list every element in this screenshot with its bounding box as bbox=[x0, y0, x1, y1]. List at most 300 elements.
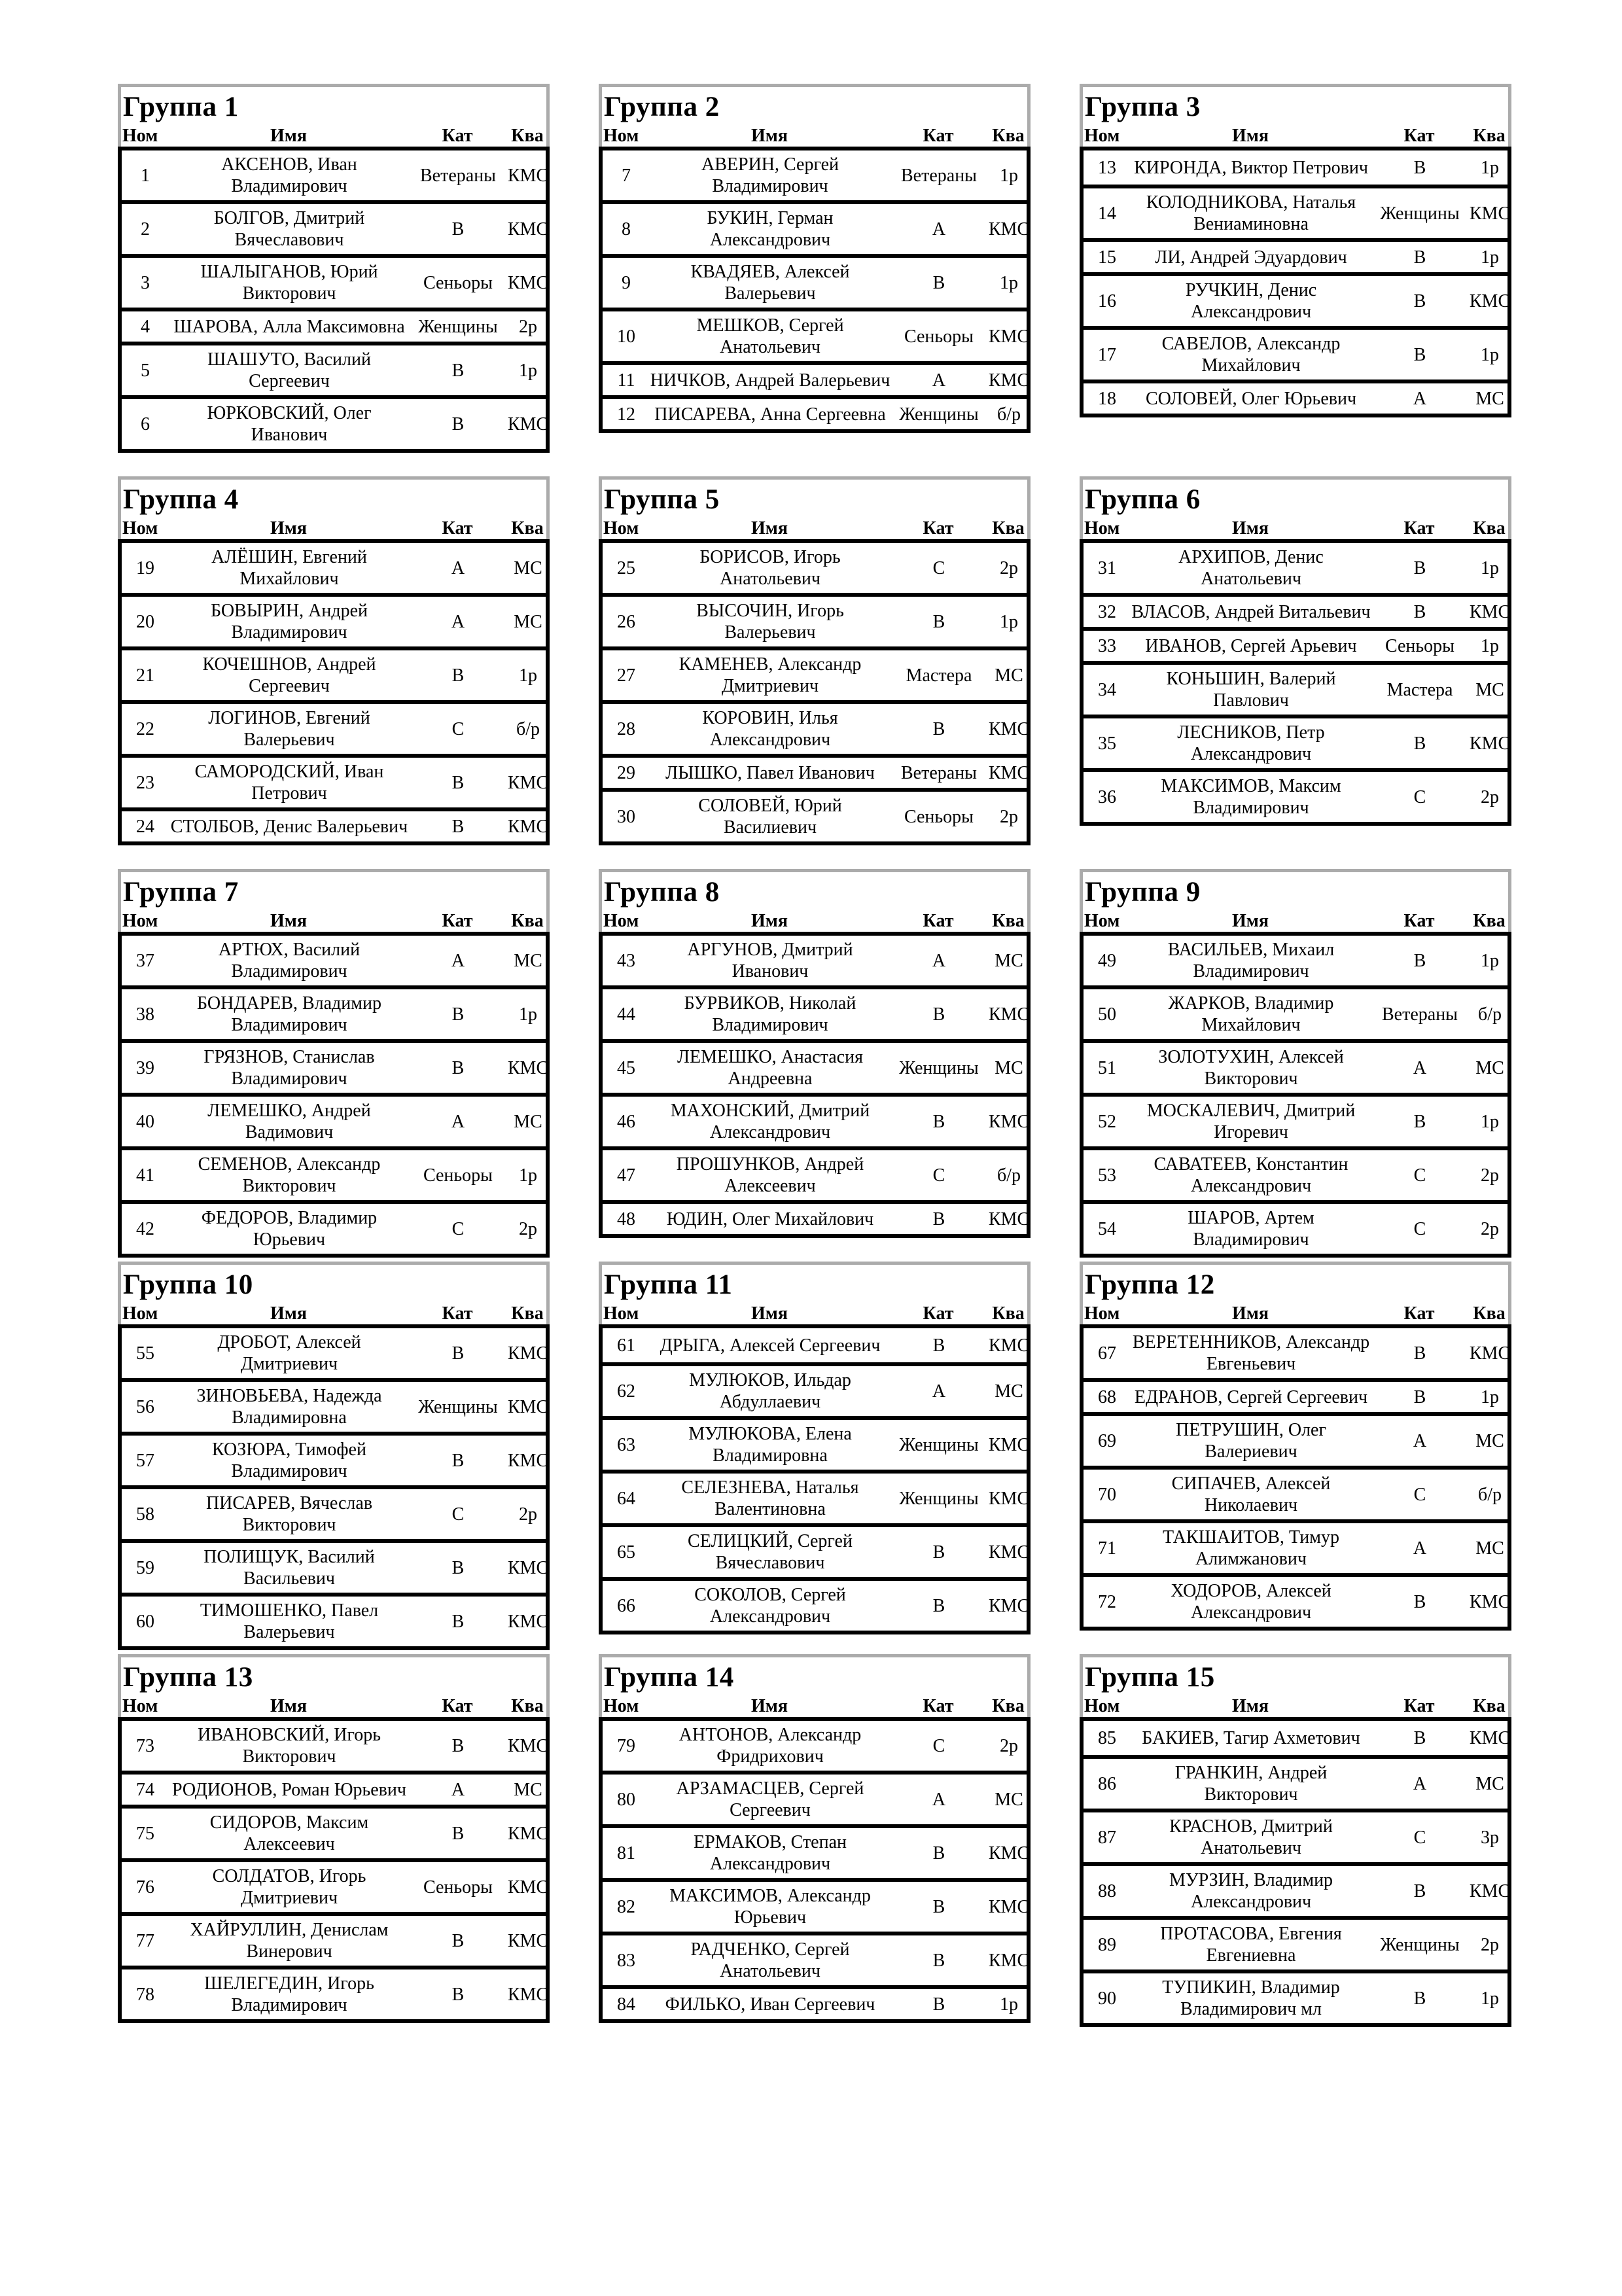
column-header-row bbox=[121, 1695, 546, 1717]
cell-num: 61 bbox=[617, 1335, 635, 1356]
group-table bbox=[118, 869, 550, 1258]
cell-num: 51 bbox=[1098, 1057, 1116, 1078]
cell-qual: КМС bbox=[988, 1434, 1030, 1455]
cell-qual: КМС bbox=[507, 1735, 549, 1756]
group-title: Группа 2 bbox=[604, 92, 720, 122]
cell-cat: Ветераны bbox=[420, 165, 496, 186]
cell-num: 23 bbox=[136, 772, 154, 793]
cell-qual: 1р bbox=[1481, 247, 1499, 268]
cell-num: 72 bbox=[1098, 1591, 1116, 1612]
group-body bbox=[599, 147, 1031, 433]
group-title: Группа 5 bbox=[604, 484, 720, 515]
column-header-cat: Кат bbox=[1403, 1303, 1435, 1324]
cell-qual: КМС bbox=[988, 762, 1030, 783]
column-header-row bbox=[1083, 125, 1508, 147]
column-header-num: Ном bbox=[1084, 518, 1120, 539]
cell-name: ПИСАРЕВА, Анна Сергеевна bbox=[654, 404, 886, 425]
cell-num: 84 bbox=[617, 1994, 635, 2015]
column-header-name: Имя bbox=[751, 911, 788, 931]
cell-num: 85 bbox=[1098, 1727, 1116, 1748]
column-header-row bbox=[121, 1303, 546, 1324]
column-header-name: Имя bbox=[751, 126, 788, 146]
cell-num: 77 bbox=[136, 1930, 154, 1951]
table-row bbox=[1084, 272, 1511, 326]
table-row bbox=[603, 1985, 1027, 2019]
cell-qual: 1р bbox=[1000, 611, 1018, 632]
table-row bbox=[1084, 380, 1507, 414]
cell-name: КВАДЯЕВ, Алексей Валерьевич bbox=[690, 262, 850, 304]
cell-cat: Женщины bbox=[899, 1434, 979, 1455]
cell-cat: В bbox=[1413, 601, 1426, 622]
group-body bbox=[1080, 1324, 1511, 1631]
table-row bbox=[122, 1539, 549, 1593]
cell-name: АНТОНОВ, Александр Фридрихович bbox=[679, 1725, 862, 1767]
cell-name: ПИСАРЕВ, Вячеслав Викторович bbox=[205, 1493, 373, 1535]
cell-num: 24 bbox=[136, 816, 154, 837]
cell-qual: КМС bbox=[988, 370, 1030, 391]
cell-cat: Женщины bbox=[1380, 1934, 1460, 1955]
cell-cat: Женщины bbox=[1380, 203, 1460, 224]
cell-qual: МС bbox=[995, 1789, 1023, 1810]
cell-num: 82 bbox=[617, 1896, 635, 1917]
table-row bbox=[1084, 1093, 1507, 1146]
column-header-name: Имя bbox=[1232, 126, 1269, 146]
cell-num: 64 bbox=[617, 1488, 635, 1509]
cell-qual: КМС bbox=[507, 1984, 549, 2005]
cell-name: БАКИЕВ, Тагир Ахметович bbox=[1142, 1727, 1360, 1748]
cell-name: ГРЯЗНОВ, Станислав Владимирович bbox=[203, 1047, 375, 1089]
column-header-num: Ном bbox=[1084, 126, 1120, 146]
cell-num: 74 bbox=[136, 1779, 154, 1800]
cell-cat: С bbox=[932, 1165, 945, 1186]
column-header-num: Ном bbox=[603, 518, 639, 539]
cell-name: ЕДРАНОВ, Сергей Сергеевич bbox=[1134, 1386, 1368, 1407]
cell-qual: 2р bbox=[519, 1504, 537, 1525]
cell-name: МАХОНСКИЙ, Дмитрий Александрович bbox=[670, 1101, 870, 1142]
cell-cat: В bbox=[932, 1335, 945, 1356]
cell-cat: В bbox=[1413, 1591, 1426, 1612]
column-header-row bbox=[1083, 518, 1508, 539]
group-body bbox=[118, 1717, 550, 2023]
cell-cat: В bbox=[1413, 344, 1426, 365]
group-table bbox=[118, 1262, 550, 1650]
cell-qual: КМС bbox=[507, 1396, 549, 1417]
cell-num: 14 bbox=[1098, 203, 1116, 224]
cell-name: КАМЕНЕВ, Александр Дмитриевич bbox=[679, 654, 862, 696]
cell-name: БУКИН, Герман Александрович bbox=[707, 208, 834, 250]
group-body bbox=[1080, 1717, 1511, 2027]
cell-name: НИЧКОВ, Андрей Валерьевич bbox=[650, 370, 890, 391]
group-table bbox=[1080, 476, 1511, 826]
cell-name: ЮРКОВСКИЙ, Олег Иванович bbox=[207, 403, 372, 445]
cell-name: ЛЕМЕШКО, Андрей Вадимович bbox=[207, 1101, 371, 1142]
cell-qual: 2р bbox=[519, 316, 537, 337]
cell-name: ТУПИКИН, Владимир Владимирович мл bbox=[1162, 1977, 1340, 2019]
cell-cat: В bbox=[451, 772, 465, 793]
cell-name: КОЧЕШНОВ, Андрей Сергеевич bbox=[202, 654, 376, 696]
table-row bbox=[603, 1771, 1027, 1824]
cell-num: 73 bbox=[136, 1735, 154, 1756]
cell-cat: Сеньоры bbox=[1384, 635, 1455, 656]
column-header-name: Имя bbox=[751, 1696, 788, 1716]
cell-cat: А bbox=[1413, 1057, 1427, 1078]
table-row bbox=[1084, 1039, 1507, 1093]
table-row bbox=[603, 593, 1027, 646]
column-header-qual: Ква bbox=[511, 126, 544, 146]
cell-num: 1 bbox=[141, 165, 150, 186]
cell-num: 78 bbox=[136, 1984, 154, 2005]
column-header-row bbox=[121, 125, 546, 147]
cell-qual: КМС bbox=[507, 772, 549, 793]
cell-qual: МС bbox=[995, 1381, 1023, 1402]
cell-cat: Сеньоры bbox=[423, 1165, 493, 1186]
cell-cat: В bbox=[1413, 557, 1426, 578]
cell-name: САМОРОДСКИЙ, Иван Петрович bbox=[194, 762, 384, 804]
cell-num: 36 bbox=[1098, 786, 1116, 807]
cell-qual: МС bbox=[995, 1057, 1023, 1078]
cell-cat: В bbox=[932, 272, 945, 293]
cell-cat: Сеньоры bbox=[904, 806, 974, 827]
column-header-row bbox=[121, 910, 546, 932]
cell-cat: А bbox=[1413, 1773, 1427, 1794]
table-row bbox=[1084, 1916, 1507, 1969]
cell-cat: В bbox=[932, 1950, 945, 1971]
cell-cat: В bbox=[451, 1930, 465, 1951]
cell-cat: В bbox=[451, 219, 465, 239]
cell-qual: КМС bbox=[988, 1335, 1030, 1356]
table-row bbox=[603, 395, 1027, 429]
cell-qual: КМС bbox=[1469, 1881, 1511, 1901]
table-row bbox=[603, 1328, 1030, 1362]
cell-name: ХАЙРУЛЛИН, Денислам Винерович bbox=[190, 1920, 389, 1962]
cell-cat: А bbox=[932, 1789, 946, 1810]
cell-num: 40 bbox=[136, 1111, 154, 1132]
column-header-cat: Кат bbox=[923, 126, 954, 146]
column-header-cat: Кат bbox=[1403, 911, 1435, 931]
cell-qual: 1р bbox=[1481, 635, 1499, 656]
cell-num: 21 bbox=[136, 665, 154, 686]
cell-num: 18 bbox=[1098, 388, 1116, 409]
cell-name: ШЕЛЕГЕДИН, Игорь Владимирович bbox=[204, 1973, 374, 2015]
cell-cat: В bbox=[932, 1843, 945, 1863]
cell-cat: Сеньоры bbox=[904, 326, 974, 347]
cell-num: 7 bbox=[622, 165, 631, 186]
cell-qual: МС bbox=[1475, 1773, 1504, 1794]
group-table bbox=[118, 1654, 550, 2023]
cell-name: КИРОНДА, Виктор Петрович bbox=[1134, 157, 1368, 178]
column-header-cat: Кат bbox=[923, 518, 954, 539]
group-table bbox=[1080, 84, 1511, 417]
cell-qual: КМС bbox=[988, 1595, 1030, 1616]
cell-name: ПРОТАСОВА, Евгения Евгениевна bbox=[1160, 1924, 1342, 1966]
cell-qual: 1р bbox=[1481, 344, 1499, 365]
cell-name: ФЕДОРОВ, Владимир Юрьевич bbox=[201, 1208, 378, 1250]
cell-name: СИПАЧЕВ, Алексей Николаевич bbox=[1171, 1474, 1331, 1515]
group-title: Группа 7 bbox=[123, 877, 239, 908]
cell-num: 42 bbox=[136, 1218, 154, 1239]
column-header-qual: Ква bbox=[1473, 126, 1506, 146]
cell-name: ШАЛЫГАНОВ, Юрий Викторович bbox=[200, 262, 378, 304]
groups-grid bbox=[118, 84, 1511, 2047]
cell-num: 20 bbox=[136, 611, 154, 632]
cell-name: ПЕТРУШИН, Олег Валериевич bbox=[1176, 1420, 1326, 1462]
cell-name: САВАТЕЕВ, Константин Александрович bbox=[1154, 1154, 1349, 1196]
cell-num: 63 bbox=[617, 1434, 635, 1455]
cell-num: 10 bbox=[617, 326, 635, 347]
cell-cat: Ветераны bbox=[901, 165, 977, 186]
cell-num: 89 bbox=[1098, 1934, 1116, 1955]
group-body bbox=[599, 539, 1031, 845]
cell-cat: А bbox=[451, 950, 465, 971]
cell-num: 3 bbox=[141, 272, 150, 293]
cell-num: 15 bbox=[1098, 247, 1116, 268]
cell-qual: КМС bbox=[507, 165, 549, 186]
cell-cat: В bbox=[932, 1542, 945, 1563]
cell-qual: КМС bbox=[988, 1488, 1030, 1509]
cell-name: ВЫСОЧИН, Игорь Валерьевич bbox=[696, 601, 844, 643]
cell-name: РОДИОНОВ, Роман Юрьевич bbox=[172, 1779, 406, 1800]
cell-qual: 1р bbox=[1481, 950, 1499, 971]
column-header-qual: Ква bbox=[511, 518, 544, 539]
table-row bbox=[603, 1093, 1030, 1146]
cell-qual: 1р bbox=[1000, 1994, 1018, 2015]
cell-qual: б/р bbox=[996, 404, 1021, 425]
cell-qual: б/р bbox=[516, 718, 540, 739]
cell-qual: КМС bbox=[988, 1111, 1030, 1132]
group-table bbox=[599, 84, 1031, 433]
column-header-qual: Ква bbox=[511, 911, 544, 931]
cell-name: АРЗАМАСЦЕВ, Сергей Сергеевич bbox=[676, 1778, 864, 1820]
cell-num: 70 bbox=[1098, 1484, 1116, 1505]
table-row bbox=[1084, 715, 1511, 768]
column-header-num: Ном bbox=[122, 1696, 158, 1716]
cell-name: ЛЕМЕШКО, Анастасия Андреевна bbox=[677, 1047, 863, 1089]
cell-cat: В bbox=[451, 414, 465, 434]
table-row bbox=[603, 700, 1030, 754]
column-header-row bbox=[602, 518, 1027, 539]
cell-qual: 1р bbox=[1481, 157, 1499, 178]
table-row bbox=[603, 1721, 1027, 1771]
table-row bbox=[1084, 1573, 1511, 1627]
cell-num: 52 bbox=[1098, 1111, 1116, 1132]
group-table bbox=[1080, 1262, 1511, 1631]
group-header bbox=[599, 869, 1031, 932]
table-row bbox=[603, 1416, 1030, 1470]
table-row bbox=[603, 1523, 1030, 1577]
column-header-cat: Кат bbox=[1403, 126, 1435, 146]
cell-cat: С bbox=[1413, 1827, 1426, 1848]
cell-cat: Мастера bbox=[1386, 679, 1453, 700]
column-header-name: Имя bbox=[270, 518, 307, 539]
cell-num: 59 bbox=[136, 1557, 154, 1578]
group-table bbox=[599, 1262, 1031, 1634]
cell-cat: Сеньоры bbox=[423, 1877, 493, 1898]
cell-qual: МС bbox=[514, 1111, 542, 1132]
cell-qual: 2р bbox=[1000, 806, 1018, 827]
group-body bbox=[118, 539, 550, 845]
cell-num: 58 bbox=[136, 1504, 154, 1525]
group-header bbox=[1080, 84, 1511, 147]
cell-num: 43 bbox=[617, 950, 635, 971]
table-row bbox=[1084, 985, 1507, 1039]
cell-qual: 2р bbox=[1000, 1735, 1018, 1756]
cell-name: МАКСИМОВ, Максим Владимирович bbox=[1161, 776, 1341, 818]
table-row bbox=[1084, 1862, 1511, 1916]
table-row bbox=[603, 200, 1030, 254]
cell-num: 13 bbox=[1098, 157, 1116, 178]
table-row bbox=[122, 395, 549, 449]
cell-cat: С bbox=[1413, 1484, 1426, 1505]
cell-cat: В bbox=[1413, 1727, 1426, 1748]
cell-qual: 2р bbox=[1481, 786, 1499, 807]
column-header-num: Ном bbox=[603, 1303, 639, 1324]
column-header-num: Ном bbox=[1084, 1696, 1120, 1716]
cell-qual: МС bbox=[514, 950, 542, 971]
column-header-name: Имя bbox=[751, 1303, 788, 1324]
column-header-qual: Ква bbox=[511, 1696, 544, 1716]
group-body bbox=[118, 1324, 550, 1650]
cell-name: СОЛДАТОВ, Игорь Дмитриевич bbox=[212, 1866, 366, 1908]
cell-num: 44 bbox=[617, 1004, 635, 1025]
cell-name: СЕМЕНОВ, Александр Викторович bbox=[198, 1154, 381, 1196]
column-header-qual: Ква bbox=[992, 1303, 1025, 1324]
table-row bbox=[1084, 1721, 1511, 1755]
column-header-qual: Ква bbox=[1473, 1696, 1506, 1716]
cell-cat: А bbox=[451, 1779, 465, 1800]
table-row bbox=[1084, 238, 1507, 272]
cell-num: 48 bbox=[617, 1209, 635, 1229]
group-header bbox=[1080, 476, 1511, 539]
cell-qual: б/р bbox=[1477, 1004, 1502, 1025]
cell-num: 35 bbox=[1098, 733, 1116, 754]
cell-qual: КМС bbox=[507, 1930, 549, 1951]
cell-cat: С bbox=[451, 1504, 465, 1525]
cell-name: ВАСИЛЬЕВ, Михаил Владимирович bbox=[1167, 940, 1335, 981]
cell-cat: В bbox=[1413, 1988, 1426, 2009]
table-row bbox=[1084, 1755, 1507, 1809]
table-row bbox=[603, 754, 1030, 788]
cell-qual: 1р bbox=[1000, 165, 1018, 186]
table-row bbox=[1084, 185, 1511, 238]
cell-qual: б/р bbox=[996, 1165, 1021, 1186]
cell-name: ТАКШАИТОВ, Тимур Алимжанович bbox=[1162, 1527, 1340, 1569]
cell-num: 65 bbox=[617, 1542, 635, 1563]
table-row bbox=[1084, 326, 1507, 380]
cell-cat: В bbox=[932, 1004, 945, 1025]
cell-cat: А bbox=[1413, 388, 1427, 409]
cell-cat: С bbox=[451, 1218, 465, 1239]
cell-cat: В bbox=[1413, 247, 1426, 268]
cell-num: 75 bbox=[136, 1823, 154, 1844]
table-row bbox=[1084, 1378, 1507, 1412]
table-row bbox=[603, 1146, 1027, 1200]
table-row bbox=[122, 1805, 549, 1858]
cell-qual: КМС bbox=[988, 718, 1030, 739]
cell-name: АКСЕНОВ, Иван Владимирович bbox=[221, 154, 357, 196]
column-header-qual: Ква bbox=[992, 1696, 1025, 1716]
cell-qual: 1р bbox=[519, 665, 537, 686]
cell-num: 5 bbox=[141, 360, 150, 381]
table-row bbox=[122, 1912, 549, 1966]
cell-name: СИДОРОВ, Максим Алексеевич bbox=[209, 1812, 369, 1854]
cell-num: 79 bbox=[617, 1735, 635, 1756]
cell-qual: 1р bbox=[519, 1004, 537, 1025]
table-row bbox=[603, 254, 1027, 308]
cell-name: СОКОЛОВ, Сергей Александрович bbox=[694, 1585, 846, 1627]
table-row bbox=[122, 593, 546, 646]
cell-cat: Ветераны bbox=[1382, 1004, 1458, 1025]
group-table bbox=[599, 476, 1031, 845]
cell-name: КОРОВИН, Илья Александрович bbox=[702, 708, 838, 750]
cell-num: 31 bbox=[1098, 557, 1116, 578]
column-header-cat: Кат bbox=[442, 518, 473, 539]
table-row bbox=[1084, 1412, 1507, 1466]
group-title: Группа 11 bbox=[604, 1269, 733, 1300]
cell-qual: 1р bbox=[1481, 1988, 1499, 2009]
column-header-num: Ном bbox=[122, 1303, 158, 1324]
table-row bbox=[1084, 627, 1507, 661]
column-header-name: Имя bbox=[270, 126, 307, 146]
cell-qual: КМС bbox=[1469, 203, 1511, 224]
group-body bbox=[599, 1717, 1031, 2023]
group-title: Группа 9 bbox=[1085, 877, 1201, 908]
cell-cat: В bbox=[932, 1595, 945, 1616]
cell-cat: А bbox=[932, 950, 946, 971]
cell-num: 76 bbox=[136, 1877, 154, 1898]
table-row bbox=[1084, 1146, 1507, 1200]
column-header-num: Ном bbox=[122, 518, 158, 539]
table-row bbox=[603, 543, 1027, 593]
cell-cat: В bbox=[932, 1994, 945, 2015]
cell-name: КОЗЮРА, Тимофей Владимирович bbox=[212, 1439, 366, 1481]
cell-name: СТОЛБОВ, Денис Валерьевич bbox=[170, 816, 408, 837]
group-header bbox=[118, 476, 550, 539]
cell-num: 38 bbox=[136, 1004, 154, 1025]
cell-name: ЛЕСНИКОВ, Петр Александрович bbox=[1177, 722, 1325, 764]
cell-qual: КМС bbox=[1469, 733, 1511, 754]
cell-cat: А bbox=[932, 1381, 946, 1402]
cell-name: РУЧКИН, Денис Александрович bbox=[1185, 280, 1317, 322]
cell-num: 11 bbox=[617, 370, 635, 391]
group-header bbox=[599, 1262, 1031, 1324]
table-row bbox=[1084, 1809, 1507, 1862]
cell-num: 28 bbox=[617, 718, 635, 739]
column-header-row bbox=[1083, 910, 1508, 932]
cell-num: 32 bbox=[1098, 601, 1116, 622]
table-row bbox=[122, 200, 549, 254]
table-row bbox=[122, 1146, 546, 1200]
column-header-num: Ном bbox=[603, 1696, 639, 1716]
table-row bbox=[603, 308, 1030, 361]
cell-num: 56 bbox=[136, 1396, 154, 1417]
cell-qual: КМС bbox=[507, 1557, 549, 1578]
cell-num: 45 bbox=[617, 1057, 635, 1078]
cell-name: СОЛОВЕЙ, Юрий Василиевич bbox=[698, 796, 842, 838]
cell-num: 29 bbox=[617, 762, 635, 783]
cell-name: САВЕЛОВ, Александр Михайлович bbox=[1161, 334, 1341, 376]
cell-qual: КМС bbox=[988, 1542, 1030, 1563]
table-row bbox=[122, 342, 546, 395]
table-row bbox=[603, 1577, 1030, 1631]
cell-qual: КМС bbox=[988, 1004, 1030, 1025]
cell-name: СОЛОВЕЙ, Олег Юрьевич bbox=[1145, 388, 1357, 409]
cell-qual: КМС bbox=[988, 1843, 1030, 1863]
table-row bbox=[122, 936, 546, 985]
table-row bbox=[122, 1858, 549, 1912]
cell-num: 49 bbox=[1098, 950, 1116, 971]
column-header-cat: Кат bbox=[442, 1696, 473, 1716]
cell-qual: 1р bbox=[1000, 272, 1018, 293]
